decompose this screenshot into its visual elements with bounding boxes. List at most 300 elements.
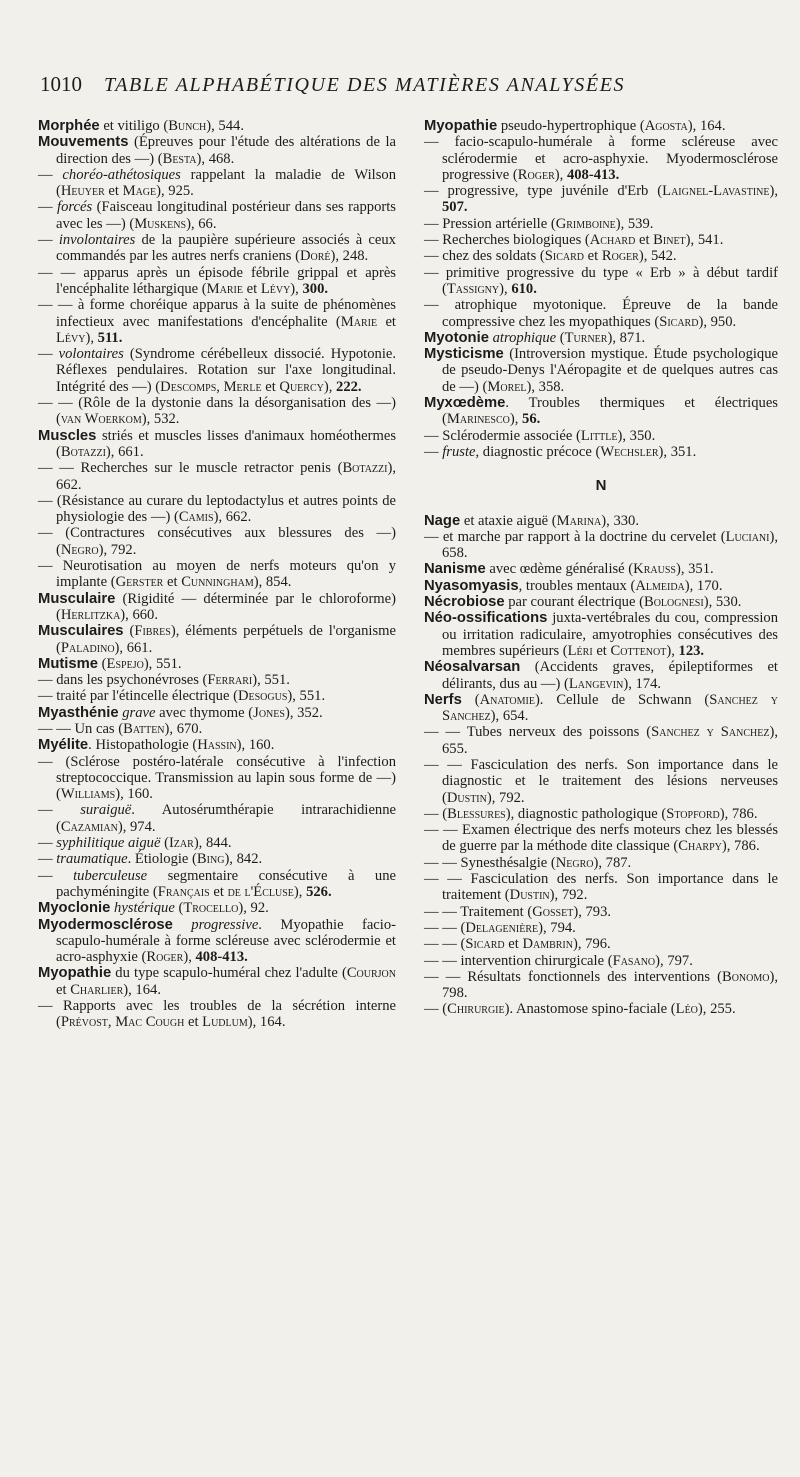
entry-text: et [242,280,261,297]
entry-text: ), 854. [253,574,292,591]
entry-text: , diagnostic précoce ( [475,443,601,460]
index-entry [424,920,778,936]
entry-text: ), 660. [120,606,158,623]
entry-text: Batten [123,720,165,737]
entry-text: ), 786. [719,805,758,822]
entry-text: Ferrari [207,672,253,689]
entry-text [173,917,191,933]
entry-text: Negro [555,854,594,871]
entry-text: Bing [196,851,225,868]
page-number: 1010 [40,72,82,96]
entry-headword: Nyasomyasis [424,577,519,594]
index-entry [424,395,778,428]
entry-text: — — Recherches sur le muscle retractor penis ( [38,460,343,477]
entry-text: , troubles mentaux ( [518,577,636,594]
entry-text: — — Résultats fonctionnels des interventions ( [424,968,722,985]
entry-text: ( [461,691,480,708]
entry-headword: Musculaire [38,590,116,607]
index-entry [424,330,778,346]
index-entry [38,656,396,672]
index-entry [424,1001,778,1017]
entry-text: — Neurotisation au moyen de nerfs moteurs qu'on y implante ( [38,558,396,591]
left-column [38,118,396,1031]
entry-text: Lévy [260,280,291,297]
entry-text: — — Tubes nerveux des poissons ( [424,724,652,741]
index-entry [38,591,396,624]
entry-text: — — Examen électrique des nerfs moteurs chez les blessés de guerre par la méthode dite classique ( [424,822,778,855]
entry-headword: Néosalvarsan [424,659,521,676]
entry-headword: Myodermosclérose [38,916,173,933]
index-entry [38,998,396,1031]
entry-text: ( [160,835,169,852]
entry-text: ), éléments perpétuels de l'organisme ( [56,623,396,656]
entry-text: Courjon [346,965,396,982]
entry-text: progressive [191,916,259,933]
index-entry [424,659,778,692]
entry-text: ), [554,166,567,183]
entry-text: Desogus [237,688,288,705]
entry-text: ), 468. [196,150,235,167]
index-entry [424,428,778,444]
entry-text: Fasano [612,952,656,969]
entry-text: Little [580,427,618,444]
entry-text: — [38,199,58,216]
entry-text: — Rapports avec les troubles de la sécrétion interne ( [38,998,396,1031]
entry-text: ), 530. [703,594,742,611]
entry-text: Lévy [56,329,86,346]
index-entry [38,493,396,526]
entry-text: — — apparus après un épisode fébrile grippal et après l'encéphalite léthargique ( [38,264,396,297]
entry-text: Tassigny [446,280,500,297]
entry-text: , [216,378,224,395]
index-entry [38,199,396,232]
entry-text: ), 544. [206,118,244,134]
right-column-m-entries [424,118,778,460]
entry-text: — — Fasciculation des nerfs. Son importance dans le traitement ( [424,871,778,904]
entry-text: — atrophique myotonique. Épreuve de la bande compressive chez les myopathiques ( [424,297,778,330]
entry-text: 408-413. [195,949,248,966]
entry-text: striés et muscles lisses d'animaux homéothermes ( [56,427,396,460]
entry-text: Botazzi [342,460,388,477]
running-header [40,72,740,97]
entry-text: — progressive, type juvénile d'Erb ( [424,183,663,200]
entry-text: ), 539. [615,215,654,232]
entry-text: ). Anastomose spino-faciale ( [504,1001,676,1018]
entry-text: ), 92. [238,900,269,917]
entry-text: de la paupière supérieure associés à ceux commandés par les autres nerfs craniens ( [56,232,396,265]
entry-text: ), 160. [115,786,153,803]
index-entry [38,754,396,803]
index-entry [424,610,778,659]
entry-text: et ataxie aiguë ( [460,512,557,529]
entry-text: fruste [442,443,476,460]
entry-text: Mage [122,183,157,200]
index-entry [38,558,396,591]
entry-text: rappelant la maladie de Wilson ( [56,166,396,200]
entry-headword: Musculaires [38,623,124,640]
entry-text: ), diagnostic pathologique ( [505,805,667,822]
index-entry [424,183,778,216]
index-entry [38,802,396,835]
entry-text: ), 654. [490,708,529,725]
entry-text: ), 661. [114,639,153,656]
index-entry [424,232,778,248]
index-entry [424,248,778,264]
entry-text: Descomps [160,378,217,395]
entry-text: Stopford [666,805,720,822]
entry-headword: Myxœdème [424,395,506,412]
index-entry [424,578,778,594]
entry-text: ), 358. [526,378,565,395]
entry-text: forcés [57,199,93,216]
entry-text: Binet [653,232,686,249]
entry-text: ), [85,329,98,346]
entry-text: Negro [60,541,99,558]
entry-text: Sicard [544,248,585,265]
entry-text: Doré [299,248,331,265]
entry-text: ), 662. [213,509,252,526]
entry-text: (Épreuves pour l'étude des altérations de la direction des —) ( [56,134,396,167]
entry-text: Izar [168,835,194,852]
entry-text: ( [98,655,107,672]
index-entry [38,705,396,721]
entry-headword: Myopathie [38,965,112,982]
entry-text: — — à forme choréique apparus à la suite de phénomènes infectieux avec manifestations d'encéphalite ( [38,297,396,330]
entry-headword: Myopathie [424,118,498,134]
entry-text: Cunningham [181,574,254,591]
entry-text: Gosset [532,903,574,920]
entry-text: et [104,183,123,200]
entry-text: — (Résistance au curare du leptodactylus et autres points de physiologie des —) ( [38,492,396,526]
entry-text: 610. [511,280,537,297]
entry-text: avec œdème généralisé ( [485,561,634,578]
entry-text: ), 796. [572,936,611,953]
entry-text: ), 330. [601,512,639,529]
entry-text: ), 793. [573,903,612,920]
index-entry [38,835,396,851]
index-entry [424,346,778,395]
entry-text: par courant électrique ( [504,594,644,611]
entry-text: syphilitique aiguë [56,835,161,852]
index-entry [424,953,778,969]
entry-text: Charpy [678,838,722,855]
index-entry [38,900,396,916]
entry-text: ), 551. [143,655,182,672]
entry-text: tuberculeuse [73,867,148,884]
entry-text: — [38,802,81,819]
entry-text: Sicard [465,936,505,953]
entry-headword: Nanisme [424,561,486,578]
entry-headword: Mouvements [38,134,129,151]
entry-text: . Étiologie ( [127,851,197,868]
entry-text: Wechsler [600,443,659,460]
entry-text: ), 974. [117,818,156,835]
entry-text: . Histopathologie ( [88,737,198,754]
entry-text: Marie [340,313,378,330]
entry-text: pseudo-hypertrophique ( [497,118,645,134]
entry-text: du type scapulo-huméral chez l'adulte ( [111,965,347,982]
entry-text: Krauss [633,561,676,578]
entry-text: Muskens [134,215,187,232]
entry-text: ), 797. [655,952,693,969]
index-entry [38,965,396,998]
entry-text: ), 792. [486,789,525,806]
entry-text: suraiguë [80,802,132,819]
entry-text: — chez des soldats ( [424,248,545,265]
index-entry [38,118,396,134]
entry-text: , [107,1014,116,1031]
entry-headword: Morphée [38,118,100,134]
entry-text: Merle [223,378,262,395]
entry-text: ), 66. [186,215,217,232]
entry-text: Marina [556,512,602,529]
entry-text: 56. [522,411,541,428]
entry-text: ), 662. [56,460,396,493]
entry-text: ), 542. [638,248,677,265]
entry-text: ), 170. [684,577,723,594]
entry-text: ), 844. [193,835,232,852]
entry-text: ), 255. [697,1001,736,1018]
index-entry [424,297,778,330]
entry-text: ), 351. [675,561,714,578]
entry-text: ), 792. [549,887,588,904]
entry-text: 300. [302,280,329,297]
entry-text: Cottenot [610,642,667,659]
entry-text: — (Contractures consécutives aux blessures des —) ( [38,525,396,558]
entry-text: . Myopathie facio-scapulo-humérale à forme scléreuse avec sclérodermie et acro-asphyxie ( [56,916,396,966]
index-entry [38,688,396,704]
entry-text: grave [122,704,156,721]
entry-text: ), 871. [607,329,646,346]
entry-text: — facio-scapulo-humérale à forme scléreuse avec sclérodermie et acro-asphyxie. Myodermosclérose progressive ( [424,134,778,183]
entry-text: — — ( [424,936,466,953]
index-entry [38,297,396,346]
entry-text: et vitiligo ( [99,118,169,134]
entry-text: Léri [567,642,593,659]
entry-text: et [184,1014,203,1031]
entry-text: et [504,936,523,953]
index-entry [38,525,396,558]
entry-text: hystérique [114,900,175,917]
entry-text: Fibres [134,623,171,640]
entry-text: Achard [589,232,636,249]
index-entry [424,561,778,577]
entry-text: — dans les psychonévroses ( [38,672,208,689]
index-entry [424,757,778,806]
entry-text: — — (Rôle de la dystonie dans la désorganisation des —) ( [38,395,396,428]
entry-text: ), 174. [623,675,662,692]
entry-text: traumatique [56,851,128,868]
index-entry [424,134,778,183]
index-entry [424,513,778,529]
index-entry [38,428,396,461]
index-entry [38,721,396,737]
entry-text: ), 248. [330,248,369,265]
running-title: TABLE ALPHABÉTIQUE DES MATIÈRES ANALYSÉES [104,74,626,96]
entry-text: et [261,378,280,395]
entry-text: avec thymome ( [155,704,254,721]
entry-text: ), [290,280,303,297]
entry-text: et [56,981,71,998]
entry-text: 408-413. [566,166,620,183]
entry-text: Quercy [279,378,324,395]
entry-text: — Sclérodermie associée ( [424,427,581,444]
right-column [424,118,778,1018]
index-entry [38,232,396,265]
right-column-n-entries [424,513,778,1018]
entry-text: Léo [675,1001,698,1018]
entry-headword: Nerfs [424,691,462,708]
entry-text: Chirurgie [447,1001,505,1018]
entry-text: et [584,248,602,265]
section-letter: N [595,477,607,495]
entry-text: Bolognesi [643,594,704,611]
entry-text: Charlier [70,981,124,998]
entry-text: ), 655. [442,724,778,757]
entry-text: Prévost [60,1014,108,1031]
entry-text: Bunch [168,118,207,134]
entry-text: ), 350. [617,427,656,444]
entry-text: ), [183,949,196,966]
index-entry [38,623,396,656]
entry-text: Dustin [446,789,487,806]
entry-text: Roger [517,166,555,183]
entry-text: ), 798. [442,968,778,1002]
entry-text: 511. [97,329,123,346]
entry-text: ), 670. [164,720,203,737]
entry-text: ), 351. [658,443,697,460]
entry-text: ), 786. [721,838,760,855]
entry-text: Morel [487,378,527,395]
entry-text: — — intervention chirurgicale ( [424,952,613,969]
entry-text: (Syndrome cérébelleux dissocié. Hypotonie. Réflexes pendulaires. Rotation sur l'axe longitudinal. Intégrité des —) ( [56,346,396,395]
index-entry [424,871,778,904]
entry-text: — traité par l'étincelle électrique ( [38,688,238,705]
index-entry [38,737,396,753]
entry-text: volontaires [58,346,124,363]
entry-text: et [163,574,182,591]
entry-text: Delagenière [465,919,539,936]
entry-text: Bonomo [721,968,770,985]
entry-text: . Troubles thermiques et électriques ( [442,395,778,428]
entry-text: Espejo [106,655,144,672]
index-entry [38,868,396,901]
entry-headword: Mutisme [38,655,99,672]
index-entry [38,917,396,966]
entry-text: ), 842. [224,851,263,868]
entry-text: Williams [60,786,116,803]
index-entry [38,672,396,688]
entry-text: choréo-athétosiques [62,166,181,183]
entry-text: Turner [564,329,608,346]
entry-headword: Myoclonie [38,900,111,917]
entry-text: atrophique [492,329,557,346]
entry-text: Gerster [115,574,164,591]
entry-text: — et marche par rapport à la doctrine du cervelet ( [424,528,726,545]
entry-text: — [38,867,74,884]
index-entry [424,529,778,562]
index-entry [424,724,778,757]
entry-text: — — ( [424,919,466,936]
entry-text: Hassin [197,737,237,754]
entry-text: Agosta [644,118,688,134]
entry-text: ( [556,329,565,346]
entry-text: . Autosérumthérapie intrarachidienne ( [56,802,396,835]
entry-text: Roger [146,949,184,966]
entry-text: ), [499,280,512,297]
entry-text: ), 658. [442,528,778,562]
entry-text: ), 661. [105,443,144,460]
entry-text: 222. [336,378,362,395]
entry-text: — — Un cas ( [38,720,124,737]
entry-text: — [38,166,63,183]
entry-headword: Muscles [38,427,97,444]
entry-text: ), 352. [284,704,323,721]
entry-text: 123. [678,642,705,659]
entry-text: Sicard [659,313,699,330]
entry-text: Mac Cough [115,1014,185,1031]
entry-text: Langevin [568,675,624,692]
entry-text: ), 950. [698,313,737,330]
index-entry [424,118,778,134]
entry-headword: Myasthénie [38,704,119,721]
entry-text: ), 925. [156,183,194,200]
entry-text: ), 551. [287,688,326,705]
index-entry [424,444,778,460]
entry-text: Botazzi [60,443,106,460]
entry-text: ), 164. [687,118,726,134]
entry-text: Besta [162,150,197,167]
entry-text: Almeida [635,577,685,594]
index-entry [38,460,396,493]
index-entry [424,904,778,920]
entry-headword: Myotonie [424,329,489,346]
entry-headword: Néo-ossifications [424,610,548,627]
index-entry [424,265,778,298]
entry-text: et [377,313,396,330]
entry-headword: Myélite [38,737,89,754]
entry-text: Roger [601,248,639,265]
entry-text: (Accidents graves, épileptiformes et délirants, dus au —) ( [442,659,778,692]
index-entry [38,346,396,395]
entry-text: ( [123,623,135,640]
entry-text: Ludlum [202,1014,248,1031]
entry-text: Herlitzka [60,606,121,623]
entry-text: ). Cellule de Schwann ( [534,691,710,708]
entry-text: 507. [442,199,468,216]
entry-text: ), [769,183,778,200]
entry-text: (Faisceau longitudinal postérieur dans ses rapports avec les —) ( [56,199,396,232]
index-entry [38,265,396,298]
entry-text: Sanchez y Sanchez [651,724,770,741]
index-entry [424,969,778,1002]
index-entry [38,134,396,167]
entry-text: et [209,883,228,900]
index-entry [424,936,778,952]
entry-text: van Woerkom [60,411,142,428]
entry-text: — ( [424,1001,448,1018]
entry-text: — — Traitement ( [424,903,533,920]
index-entry [424,216,778,232]
entry-text: ), [666,642,679,659]
entry-text: Jones [253,704,285,721]
entry-text: Heuyer [60,183,105,200]
entry-text: Grimboine [555,215,616,232]
entry-text: juxta-vertébrales du cou, compression ou irritation radiculaire, amyotrophies consécutives des membres supérieurs ( [442,610,778,659]
entry-text: — primitive progressive du type « Erb » à début tardif ( [424,264,778,297]
entry-text: Laignel-Lavastine [662,183,770,200]
entry-text: — Recherches biologiques ( [424,232,590,249]
